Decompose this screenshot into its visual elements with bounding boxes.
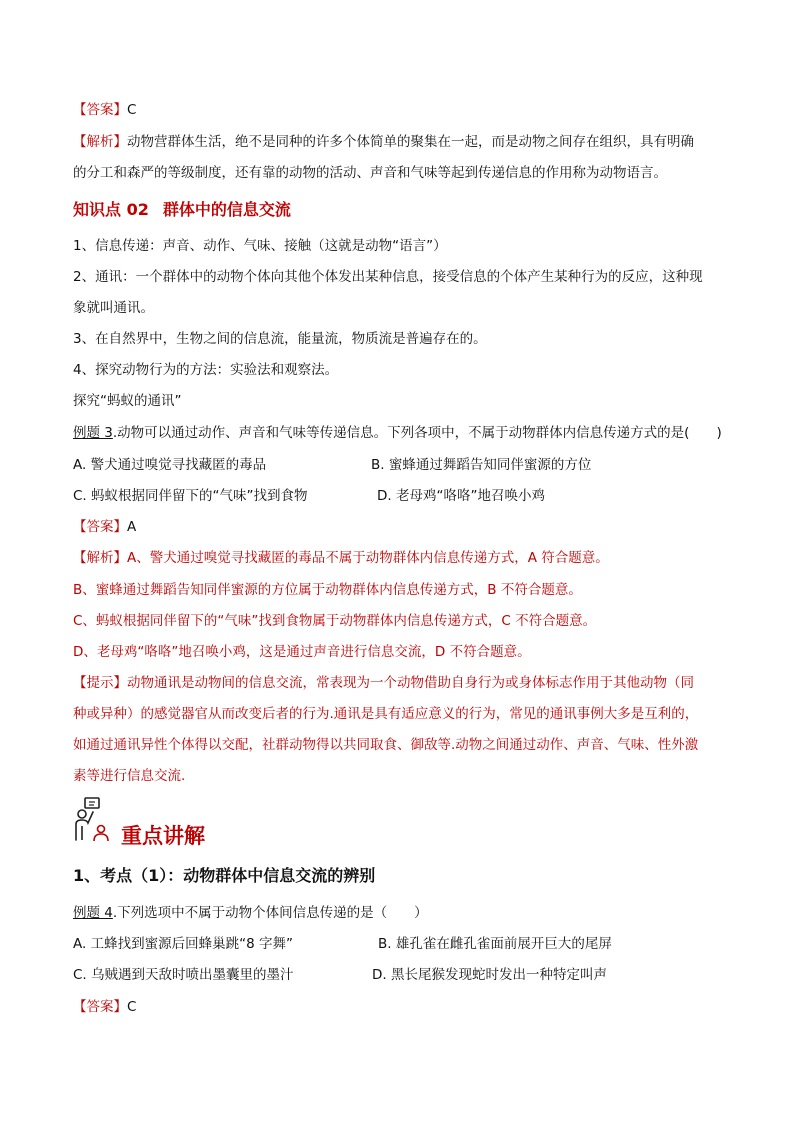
answer-line-1: [73, 100, 136, 120]
example-4-option-a: A. 工蜂找到蜜源后回蜂巢跳“8 字舞”: [73, 936, 293, 952]
answer-tag: 【答案】: [73, 519, 127, 535]
teacher-presentation-icon: [73, 796, 119, 846]
point-1: 1、信息传递：声音、动作、气味、接触（这就是动物“语言”）: [73, 238, 447, 254]
analysis-tag: 【解析】: [73, 134, 127, 150]
analysis-line-1a: [73, 132, 694, 152]
analysis-line-1b: 的分工和森严的等级制度，还有靠的动物的活动、声音和气味等起到传递信息的作用称为动物语言。: [73, 165, 667, 181]
analysis-text: A、警犬通过嗅觉寻找藏匿的毒品不属于动物群体内信息传递方式，A 符合题意。: [127, 550, 609, 566]
example-4-text: .下列选项中不属于动物个体间信息传递的是（ ）: [112, 905, 428, 921]
kaodian-heading: 1、考点（1）：动物群体中信息交流的辨别: [73, 866, 376, 885]
example-3-analysis-b: B、蜜蜂通过舞蹈告知同伴蜜源的方位属于动物群体内信息传递方式，B 不符合题意。: [73, 582, 582, 598]
example-3-analysis-a: [73, 548, 609, 568]
section-prefix: 知识点 02: [73, 200, 149, 219]
example-3-tip-2: 种或异种）的感觉器官从而改变后者的行为.通讯是具有适应意义的行为，常见的通讯事例大多是互利的，: [73, 706, 699, 722]
example-3-text: .动物可以通过动作、声音和气味等传递信息。下列各项中，不属于动物群体内信息传递方式的是( ): [112, 425, 722, 441]
example-3-question: [73, 423, 722, 443]
point-3: 3、在自然界中，生物之间的信息流，能量流，物质流是普遍存在的。: [73, 331, 487, 347]
point-4: 4、探究动物行为的方法：实验法和观察法。: [73, 362, 339, 378]
example-3-tip-1: [73, 673, 694, 693]
key-section-header: [73, 796, 373, 846]
example-4-label: 例题 4: [73, 905, 113, 921]
key-section-title: 重点讲解: [121, 824, 205, 848]
example-3-answer: [73, 517, 136, 537]
answer-value: C: [127, 102, 137, 118]
example-4-question: [73, 903, 428, 923]
example-3-analysis-c: C、蚂蚁根据同伴留下的“气味”找到食物属于动物群体内信息传递方式，C 不符合题意。: [73, 613, 597, 629]
answer-tag: 【答案】: [73, 102, 127, 118]
analysis-text: 动物营群体生活，绝不是同种的许多个体简单的聚集在一起，而是动物之间存在组织，具有明确: [127, 134, 694, 150]
analysis-tag: 【解析】: [73, 550, 127, 566]
tip-text: 动物通讯是动物间的信息交流，常表现为一个动物借助自身行为或身体标志作用于其他动物（同: [127, 675, 694, 691]
example-4-option-b: B. 雄孔雀在雌孔雀面前展开巨大的尾屏: [378, 936, 612, 952]
example-4-option-c: C. 乌贼遇到天敌时喷出墨囊里的墨汁: [73, 967, 294, 983]
example-3-option-b: B. 蜜蜂通过舞蹈告知同伴蜜源的方位: [371, 457, 592, 473]
example-3-option-c: C. 蚂蚁根据同伴留下的“气味”找到食物: [73, 488, 308, 504]
example-3-option-a: A. 警犬通过嗅觉寻找藏匿的毒品: [73, 457, 267, 473]
example-3-label: 例题 3: [73, 425, 113, 441]
example-3-option-d: D. 老母鸡“咯咯”地召唤小鸡: [377, 488, 545, 504]
section-title: 群体中的信息交流: [162, 200, 291, 219]
answer-value: A: [127, 519, 137, 535]
tip-tag: 【提示】: [73, 675, 127, 691]
point-2a: 2、通讯：一个群体中的动物个体向其他个体发出某种信息，接受信息的个体产生某种行为的反应，这种现: [73, 269, 703, 285]
section-heading: [73, 200, 291, 220]
answer-value: C: [127, 999, 137, 1015]
point-2b: 象就叫通讯。: [73, 300, 154, 316]
example-3-tip-4: 素等进行信息交流.: [73, 768, 186, 784]
example-3-tip-3: 如通过通讯异性个体得以交配，社群动物得以共同取食、御敌等.动物之间通过动作、声音、气味、性外激: [73, 737, 699, 753]
example-4-answer: [73, 997, 136, 1017]
example-4-option-d: D. 黑长尾猴发现蛇时发出一种特定叫声: [372, 967, 607, 983]
answer-tag: 【答案】: [73, 999, 127, 1015]
example-3-analysis-d: D、老母鸡“咯咯”地召唤小鸡，这是通过声音进行信息交流，D 不符合题意。: [73, 644, 531, 660]
point-5: 探究“蚂蚁的通讯”: [73, 393, 182, 409]
